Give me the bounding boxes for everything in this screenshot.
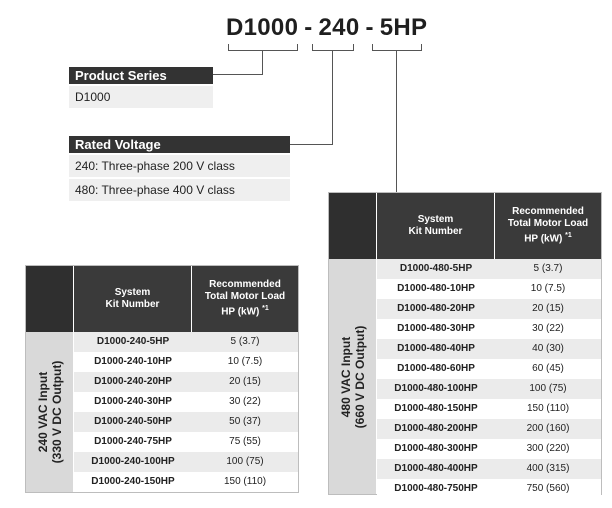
table-body (377, 259, 601, 499)
table-row (377, 299, 601, 319)
footnote-mark: *1 (565, 232, 572, 240)
kit-number-cell: D1000-240-30HP (94, 396, 172, 407)
motor-load-cell: 10 (7.5) (530, 283, 566, 294)
header-line: HP (kW) (524, 233, 563, 245)
motor-load-cell: 10 (7.5) (227, 356, 263, 367)
motor-load-cell: 100 (75) (529, 383, 567, 394)
motor-load-cell: 50 (37) (229, 416, 261, 427)
table-row (377, 259, 601, 279)
kit-number-cell: D1000-480-60HP (397, 363, 475, 374)
rated-voltage-header: Rated Voltage (69, 136, 290, 153)
kit-number-cell: D1000-240-150HP (91, 476, 175, 487)
motor-load-cell: 20 (15) (532, 303, 564, 314)
kit-number-cell: D1000-480-30HP (397, 323, 475, 334)
kit-number-cell: D1000-480-100HP (394, 383, 478, 394)
kit-number-cell: D1000-240-100HP (91, 456, 175, 467)
series-connector (262, 50, 263, 74)
table-row (74, 472, 298, 492)
model-code (226, 8, 427, 48)
table-row (74, 392, 298, 412)
column-header-kit (74, 266, 191, 332)
power-connector (396, 50, 397, 192)
motor-load-cell: 20 (15) (229, 376, 261, 387)
motor-load-cell: 75 (55) (229, 436, 261, 447)
header-line: Recommended (209, 279, 281, 291)
model-code-series: D1000 (226, 14, 299, 41)
table-480 (328, 192, 602, 495)
header-line: Total Motor Load (204, 291, 286, 303)
column-header-kit (377, 193, 494, 259)
kit-number-cell: D1000-480-10HP (397, 283, 475, 294)
table-row (377, 319, 601, 339)
voltage-connector (332, 50, 333, 144)
motor-load-cell: 30 (22) (229, 396, 261, 407)
kit-number-cell: D1000-240-75HP (94, 436, 172, 447)
motor-load-cell: 5 (3.7) (533, 263, 563, 274)
table-row (74, 352, 298, 372)
table-row (74, 432, 298, 452)
header-line: HP (kW) (221, 306, 260, 318)
motor-load-cell: 750 (560) (526, 483, 570, 494)
kit-number-cell: D1000-480-200HP (394, 423, 478, 434)
rated-voltage-item: 480: Three-phase 400 V class (69, 179, 290, 201)
kit-number-cell: D1000-480-20HP (397, 303, 475, 314)
side-label-line: (330 V DC Output) (49, 360, 64, 464)
motor-load-cell: 200 (160) (526, 423, 570, 434)
kit-number-cell: D1000-240-10HP (94, 356, 172, 367)
motor-load-cell: 150 (110) (223, 476, 267, 487)
kit-number-cell: D1000-240-20HP (94, 376, 172, 387)
header-line: Total Motor Load (507, 218, 589, 230)
table-row (377, 379, 601, 399)
kit-number-cell: D1000-480-150HP (394, 403, 478, 414)
table-row (74, 452, 298, 472)
table-row (74, 372, 298, 392)
motor-load-cell: 60 (45) (532, 363, 564, 374)
side-label-line: 480 VAC Input (338, 336, 353, 417)
model-code-power: 5HP (379, 14, 428, 41)
motor-load-cell: 30 (22) (532, 323, 564, 334)
column-header-load (192, 266, 298, 332)
table-side-label (339, 325, 367, 428)
voltage-bracket (312, 44, 354, 51)
motor-load-cell: 150 (110) (526, 403, 570, 414)
kit-number-cell: D1000-240-50HP (94, 416, 172, 427)
table-body (74, 332, 298, 492)
voltage-connector (290, 144, 333, 145)
motor-load-cell: 300 (220) (526, 443, 570, 454)
table-corner (329, 193, 376, 259)
kit-number-cell: D1000-480-5HP (399, 263, 473, 274)
motor-load-cell: 5 (3.7) (230, 336, 260, 347)
table-row (377, 459, 601, 479)
motor-load-cell: 400 (315) (526, 463, 570, 474)
side-label-line: 240 VAC Input (35, 371, 50, 453)
table-row (377, 479, 601, 499)
table-row (377, 279, 601, 299)
model-code-dash: - (304, 14, 313, 41)
table-side-label (36, 361, 64, 464)
table-row (377, 439, 601, 459)
rated-voltage-item: 240: Three-phase 200 V class (69, 155, 290, 177)
table-row (377, 359, 601, 379)
table-row (377, 339, 601, 359)
model-code-dash: - (365, 14, 374, 41)
kit-number-cell: D1000-240-5HP (96, 336, 170, 347)
header-line: System (417, 214, 454, 225)
kit-number-cell: D1000-480-300HP (394, 443, 478, 454)
kit-number-cell: D1000-480-400HP (394, 463, 478, 474)
power-bracket (372, 44, 422, 51)
series-bracket (228, 44, 298, 51)
product-series-item: D1000 (69, 86, 213, 108)
table-240 (25, 265, 299, 493)
table-row (377, 399, 601, 419)
footnote-mark: *1 (262, 305, 269, 313)
header-line: System (114, 287, 151, 298)
header-line: Kit Number (105, 299, 160, 310)
table-row (74, 412, 298, 432)
motor-load-cell: 40 (30) (532, 343, 564, 354)
column-header-load (495, 193, 601, 259)
table-row (377, 419, 601, 439)
table-side (26, 332, 73, 492)
header-line: Recommended (512, 206, 584, 218)
side-label-line: (660 V DC Output) (352, 325, 367, 428)
table-side (329, 259, 376, 494)
kit-number-cell: D1000-480-40HP (397, 343, 475, 354)
table-row (74, 332, 298, 352)
table-corner (26, 266, 73, 332)
kit-number-cell: D1000-480-750HP (394, 483, 478, 494)
series-connector (213, 74, 263, 75)
model-code-voltage: 240 (318, 14, 360, 41)
header-line: Kit Number (408, 226, 463, 237)
product-series-header: Product Series (69, 67, 213, 84)
motor-load-cell: 100 (75) (226, 456, 264, 467)
